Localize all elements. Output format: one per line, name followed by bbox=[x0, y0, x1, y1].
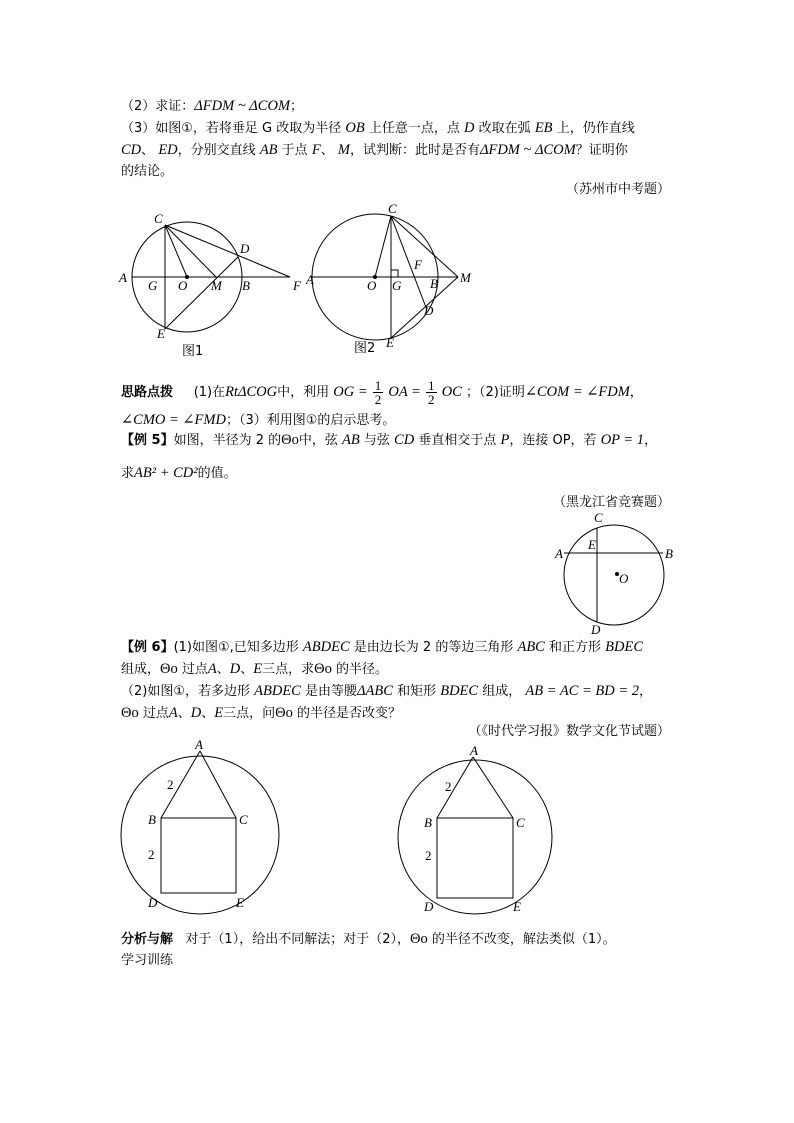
example-6-tag: 【例 6】 bbox=[121, 640, 174, 655]
fig1-label-a: A bbox=[119, 270, 127, 285]
example-6-line-3: （2)如图①，若多边形 ABDEC 是由等腰ΔABC 和矩形 BDEC 组成， AB = AC = BD = 2， bbox=[121, 683, 653, 699]
fraction-half-1: $\frac{1}{2}$ bbox=[374, 378, 382, 407]
ex6-right-label-2-top: 2 bbox=[445, 779, 452, 794]
question-3-line-1: （3）如图①，若将垂足 G 改取为半径 OB 上任意一点，点 D 改取在弧 EB 上，仍作直线 bbox=[121, 120, 635, 136]
ex6-left-label-c: C bbox=[239, 812, 248, 827]
similarity-expr: ΔFDM ~ ΔCOM bbox=[194, 98, 291, 114]
ex6-right-ab bbox=[437, 757, 473, 818]
ex6-right-label-d: D bbox=[424, 899, 434, 914]
fig1-line-cm bbox=[165, 225, 216, 277]
ex6-left-label-a: A bbox=[195, 737, 203, 752]
fig2-label-e: E bbox=[386, 335, 394, 350]
example-5-tag: 【例 5】 bbox=[121, 433, 174, 448]
ex6-left-label-e: E bbox=[236, 895, 244, 910]
analysis-line: 分析与解 对于（1），给出不同解法；对于（2），Θo 的半径不改变，解法类似（1）。 bbox=[121, 931, 616, 947]
fig1-label-g: G bbox=[148, 278, 158, 293]
question-3-line-2: CD、 ED，分别交直线 AB 于点 F、 M，试判断：此时是否有ΔFDM ~ ΔCOM？证明你 bbox=[121, 142, 628, 158]
source-shidai: （《时代学习报》数学文化节试题） bbox=[468, 724, 670, 739]
hint-line-2: ∠CMO = ∠FMD；（3）利用图①的启示思考。 bbox=[121, 412, 396, 428]
ex6-left-label-d: D bbox=[148, 895, 158, 910]
fig2-label-m: M bbox=[460, 270, 471, 285]
fig1-label-m: M bbox=[211, 278, 222, 293]
fig1-label-c: C bbox=[154, 211, 163, 226]
ex6-figure-left bbox=[121, 751, 279, 914]
fig2-line-co bbox=[375, 216, 391, 277]
fig1-label-d: D bbox=[240, 241, 250, 256]
figures-example-6 bbox=[115, 735, 565, 915]
ex5-label-e: E bbox=[588, 537, 596, 552]
ex5-label-o: O bbox=[619, 571, 629, 586]
fig1-line-ed bbox=[165, 257, 238, 329]
example-5-line-1: 【例 5】如图，半径为 2 的Θo中，弦 AB 与弦 CD 垂直相交于点 P，连接 OP，若 OP = 1， bbox=[121, 432, 658, 448]
fig2-caption: 图2 bbox=[354, 341, 376, 356]
ex6-right-label-e: E bbox=[513, 899, 521, 914]
figure-example-5 bbox=[550, 508, 680, 638]
hint-line-1: 思路点拨 (1)在RtΔCOG中，利用 OG = $\frac{1}{2}$ OA = $\frac{1}{2}$ OC ；（2)证明∠COM = ∠FDM， bbox=[121, 378, 643, 407]
ex6-left-circle bbox=[121, 756, 279, 914]
fig2-right-angle bbox=[391, 270, 398, 277]
question-3-line-3: 的结论。 bbox=[121, 164, 174, 179]
ex6-right-label-c: C bbox=[516, 815, 525, 830]
source-heilongjiang: （黑龙江省竞赛题） bbox=[552, 495, 670, 510]
fig1-label-e: E bbox=[157, 326, 165, 341]
fig1-label-b: B bbox=[242, 278, 250, 293]
ex5-label-a: A bbox=[555, 546, 563, 561]
figures-1-2 bbox=[110, 200, 490, 370]
fig1-label-o: O bbox=[178, 278, 188, 293]
ex5-circle bbox=[564, 525, 664, 625]
fig2-label-g: G bbox=[392, 278, 402, 293]
ex6-figure-right bbox=[398, 757, 552, 914]
fraction-half-2: $\frac{1}{2}$ bbox=[428, 378, 435, 407]
source-suzhou: （苏州市中考题） bbox=[565, 182, 670, 197]
fig2-label-c: C bbox=[388, 201, 397, 216]
question-2: （2）求证：ΔFDM ~ ΔCOM； bbox=[121, 98, 304, 114]
ex6-right-label-b: B bbox=[424, 815, 432, 830]
ex6-right-label-2-side: 2 bbox=[425, 848, 432, 863]
ex6-right-label-a: A bbox=[470, 743, 478, 758]
ex5-label-b: B bbox=[665, 546, 673, 561]
ex5-label-d: D bbox=[591, 622, 601, 637]
analysis-title: 分析与解 bbox=[121, 932, 174, 947]
ex6-left-ac bbox=[200, 751, 236, 818]
fig2-label-f: F bbox=[414, 257, 422, 272]
example-6-line-4: Θo 过点A、D、E三点，问Θo 的半径是否改变？ bbox=[121, 705, 402, 721]
fig2-label-b: B bbox=[430, 276, 438, 291]
ex6-left-label-2-top: 2 bbox=[167, 777, 174, 792]
figure-1 bbox=[132, 222, 290, 332]
ex6-left-label-2-side: 2 bbox=[148, 847, 155, 862]
hint-title: 思路点拨 bbox=[121, 385, 174, 400]
example-6-line-2: 组成，Θo 过点A、D、E三点，求Θo 的半径。 bbox=[121, 661, 389, 677]
fig1-caption: 图1 bbox=[182, 344, 204, 359]
example-6-line-1: 【例 6】(1)如图①,已知多边形 ABDEC 是由边长为 2 的等边三角形 ABC 和正方形 BDEC bbox=[121, 639, 644, 655]
fig2-line-cm bbox=[391, 216, 458, 277]
fig1-label-f: F bbox=[293, 278, 301, 293]
ex6-right-circle bbox=[398, 760, 552, 914]
ex6-left-square bbox=[161, 818, 236, 893]
training-heading: 学习训练 bbox=[121, 953, 174, 968]
ex6-right-rect bbox=[437, 818, 513, 898]
fig2-label-a: A bbox=[306, 272, 314, 287]
ex6-left-label-b: B bbox=[148, 812, 156, 827]
fig2-label-o: O bbox=[367, 278, 377, 293]
fig2-label-d: D bbox=[424, 303, 434, 318]
ex5-label-c: C bbox=[594, 510, 603, 525]
example-5-line-2: 求AB² + CD²的值。 bbox=[121, 465, 237, 481]
ex6-right-ac bbox=[473, 757, 513, 818]
